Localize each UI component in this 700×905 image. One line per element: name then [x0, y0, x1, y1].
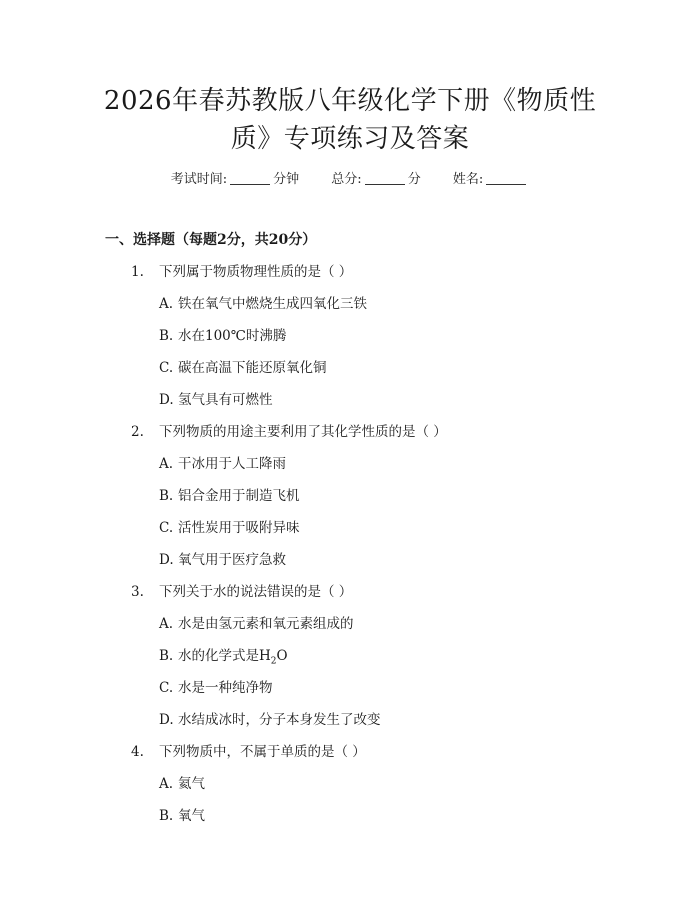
question-text: 下列物质中，不属于单质的是（ ） — [159, 744, 366, 760]
exam-info — [0, 170, 700, 189]
option-text: 氦气 — [178, 776, 205, 792]
question-1-option-b — [0, 326, 700, 358]
question-3-option-a — [0, 614, 700, 646]
option-text — [178, 646, 288, 672]
question-number: 2. — [131, 424, 144, 440]
option-letter: C. — [159, 680, 174, 696]
question-2 — [0, 422, 700, 454]
question-text: 下列物质的用途主要利用了其化学性质的是（ ） — [159, 424, 447, 440]
option-text: 水是由氢元素和氧元素组成的 — [178, 616, 354, 632]
exam-time-blank — [230, 170, 270, 185]
question-3 — [0, 582, 700, 614]
option-letter: A. — [159, 776, 174, 792]
subscript-2: 2 — [270, 656, 277, 667]
option-letter: D. — [159, 392, 174, 408]
question-2-option-b — [0, 486, 700, 518]
question-1-option-d — [0, 390, 700, 422]
question-3-option-b — [0, 646, 700, 678]
option-letter: D. — [159, 712, 174, 728]
option-text: 水在100℃时沸腾 — [178, 328, 287, 344]
option-letter: A. — [159, 296, 174, 312]
option-letter: C. — [159, 360, 174, 376]
option-text-prefix: 水的化学式是H — [178, 648, 271, 664]
option-letter: D. — [159, 552, 174, 568]
option-text: 铝合金用于制造飞机 — [178, 488, 300, 504]
question-4-option-a — [0, 774, 700, 806]
exam-score-unit: 分 — [407, 172, 421, 187]
exam-time-unit: 分钟 — [273, 172, 300, 187]
question-2-option-d — [0, 550, 700, 582]
question-number: 4. — [131, 744, 144, 760]
exam-name-label: 姓名: — [452, 172, 484, 187]
question-number: 3. — [131, 584, 144, 600]
option-letter: A. — [159, 616, 174, 632]
option-text: 氧气 — [178, 808, 205, 824]
option-text: 干冰用于人工降雨 — [178, 456, 286, 472]
option-letter: B. — [159, 328, 174, 344]
exam-score-label: 总分: — [331, 172, 362, 187]
option-text: 氧气用于医疗急救 — [178, 552, 286, 568]
option-text-suffix: O — [276, 648, 288, 664]
question-2-option-c — [0, 518, 700, 550]
exam-name-blank — [486, 170, 526, 185]
question-3-option-d — [0, 710, 700, 742]
option-letter: C. — [159, 520, 174, 536]
option-letter: B. — [159, 488, 174, 504]
option-letter: B. — [159, 648, 174, 664]
option-text: 水结成冰时，分子本身发生了改变 — [178, 712, 381, 728]
section-title: 一、选择题（每题2分，共20分） — [105, 232, 317, 248]
question-4 — [0, 742, 700, 774]
title-line-2: 质》专项练习及答案 — [230, 124, 470, 154]
exam-time-label: 考试时间: — [170, 172, 228, 187]
exam-score-blank — [365, 170, 405, 185]
option-text: 氢气具有可燃性 — [178, 392, 273, 408]
option-letter: B. — [159, 808, 174, 824]
title-line-1: 2026年春苏教版八年级化学下册《物质性 — [103, 86, 597, 116]
question-2-option-a — [0, 454, 700, 486]
question-4-option-b — [0, 806, 700, 838]
exam-name — [453, 172, 529, 187]
question-number: 1. — [131, 264, 144, 280]
exam-score — [331, 172, 425, 187]
question-1 — [0, 262, 700, 294]
document-title — [60, 82, 640, 158]
question-1-option-a — [0, 294, 700, 326]
option-text: 铁在氧气中燃烧生成四氧化三铁 — [178, 296, 367, 312]
option-text: 水是一种纯净物 — [178, 680, 273, 696]
question-list — [0, 262, 700, 838]
question-3-option-c — [0, 678, 700, 710]
exam-time — [171, 172, 304, 187]
option-text: 碳在高温下能还原氧化铜 — [178, 360, 327, 376]
option-letter: A. — [159, 456, 174, 472]
question-text: 下列属于物质物理性质的是（ ） — [159, 264, 353, 280]
option-text: 活性炭用于吸附异味 — [178, 520, 300, 536]
question-text: 下列关于水的说法错误的是（ ） — [159, 584, 353, 600]
question-1-option-c — [0, 358, 700, 390]
